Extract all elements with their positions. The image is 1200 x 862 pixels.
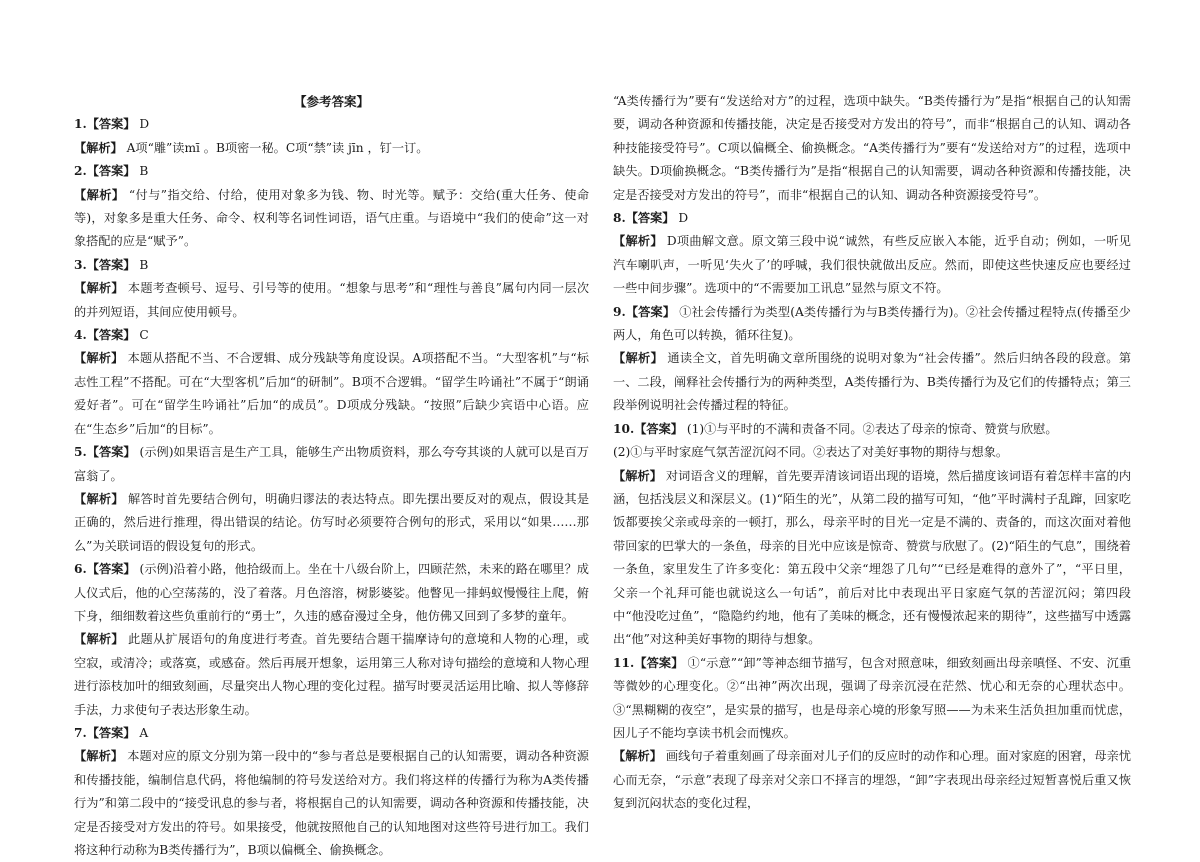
item-10-analysis: 【解析】 对词语含义的理解，首先要弄清该词语出现的语境，然后描度该词语有着怎样丰富的内涵，包括浅层义和深层义。(1)“陌生的光”，从第二段的描写可知，“他”平时满村子乱蹿，回家吃饭都要挨父亲或母亲的一顿打，那么，母亲平时的目光一定是不满的、责备的，而这次面对着他带回家的巴掌大的一条鱼，母亲的目光中应该是惊奇、赞赏与欣慰了。(2)“陌生的气息”，围绕着一条鱼，家里发生了许多变化：第五段中父亲“埋怨了几句”“已经是难得的意外了”，“平日里，父亲一个礼拜可能也就说这么一句话”，前后对比中表现出平日家庭气氛的苦涩沉闷；第四段中“他没吃过鱼”，“隐隐约约地，他有了美味的概念，还有慢慢浓起来的期待”，这些描写中透露出“他”对这种美好事物的期待与想象。	[613, 468, 1132, 647]
item-3-answer: 3.【答案】 B	[74, 257, 149, 272]
item-8-answer: 8.【答案】 D	[613, 211, 689, 226]
item-11-answer: 11.【答案】 ①“示意”“卸”等神态细节描写，包含对照意味，细致刻画出母亲嗔怪、不安、沉重等微妙的心理变化。②“出神”两次出现，强调了母亲沉浸在茫然、忧心和无奈的心理状态中。③“黑糊糊的夜空”，是实景的描写，也是母亲心境的形象写照——为未来生活负担加重而忧虑，因儿子不能均享读书机会而愧疚。	[613, 655, 1132, 740]
item-1-answer: 1.【答案】 D	[74, 117, 150, 132]
item-1-analysis: 【解析】 A项“雕”读mī 。B项密一秘。C项“禁”读 jīn ，钉一订。	[74, 140, 429, 155]
left-column	[74, 90, 589, 862]
item-5-answer: 5.【答案】 (示例)如果语言是生产工具，能够生产出物质资料，那么夸夸其谈的人就可以是百万富翁了。	[74, 445, 589, 483]
item-4-analysis: 【解析】 本题从搭配不当、不合逻辑、成分残缺等角度设误。A项搭配不当。“大型客机”与“标志性工程”不搭配。可在“大型客机”后加“的研制”。B项不合逻辑。“留学生吟诵社”不属于“朗诵爱好者”。可在“留学生吟诵社”后加“的成员”。D项成分残缺。“按照”后缺少宾语中心语。应在“生态乡”后加“的目标”。	[74, 351, 589, 436]
item-10-answer: 10.【答案】 (1)①与平时的不满和责备不同。②表达了母亲的惊奇、赞赏与欣慰。	[613, 421, 1058, 436]
item-9-answer: 9.【答案】 ①社会传播行为类型(A类传播行为与B类传播行为)。②社会传播过程特点(传播至少两人，角色可以转换，循环往复)。	[613, 304, 1131, 343]
item-2-analysis: 【解析】 “付与”指交给、付给，使用对象多为钱、物、时光等。赋予：交给(重大任务、使命等)，对象多是重大任务、命令、权利等名词性词语，语气庄重。与语境中“我们的使命”这一对象搭配的应是“赋予”。	[74, 187, 590, 249]
item-9-analysis: 【解析】 通读全文，首先明确文章所围绕的说明对象为“社会传播”。然后归纳各段的段意。第一、二段，阐释社会传播行为的两种类型，A类传播行为、B类传播行为及它们的传播特点；第三段举例说明社会传播过程的特征。	[613, 351, 1132, 413]
page-title: 【参考答案】	[293, 94, 369, 109]
item-2-answer: 2.【答案】 B	[74, 164, 149, 179]
item-10-answer-part2: (2)①与平时家庭气氛苦涩沉闷不同。②表达了对美好事物的期待与想象。	[613, 445, 1009, 460]
item-7-analysis: 【解析】 本题对应的原文分别为第一段中的“参与者总是要根据自己的认知需要，调动各种资源和传播技能，编制信息代码，将他编制的符号发送给对方。我们将这样的传播行为称为A类传播行为”和第二段中的“接受讯息的参与者，将根据自己的认知需要，调动各种资源和传播技能，决定是否接受对方发出的符号。如果接受，他就按照他自己的认知地图对这些符号进行加工。我们将这种行动称为B类传播行为”，B项以偏概全、偷换概念。	[74, 749, 589, 857]
item-4-answer: 4.【答案】 C	[74, 328, 149, 343]
item-11-analysis: 【解析】 画线句子着重刻画了母亲面对儿子们的反应时的动作和心理。面对家庭的困窘，母亲忧心而无奈，“示意”表现了母亲对父亲口不择言的埋怨，“卸”字表现出母亲经过短暂喜悦后重又恢复到沉闷状态的变化过程，	[613, 749, 1132, 811]
item-3-analysis: 【解析】 本题考查顿号、逗号、引号等的使用。“想象与思考”和“理性与善良”属句内同一层次的并列短语，其间应使用顿号。	[74, 281, 590, 319]
item-6-answer: 6.【答案】 (示例)沿着小路，他拾级而上。坐在十八级台阶上，四顾茫然，未来的路在哪里？成人仪式后，他的心空荡荡的，没了着落。月色溶溶，树影婆娑。他瞥见一排蚂蚁慢慢往上爬，俯下身，细细数着这些负重前行的“勇士”，久违的感奋漫过全身，他仿佛又回到了多梦的童年。	[74, 562, 589, 623]
item-7-analysis-continued: “A类传播行为”要有“发送给对方”的过程，选项中缺失。“B类传播行为”是指“根据自己的认知需要，调动各种资源和传播技能，决定是否接受对方发出的符号”，而非“根据自己的认知、调动各种技能接受符号”。C项以偏概全、偷换概念。“A类传播行为”要有“发送给对方”的过程，选项中缺失。D项偷换概念。“B类传播行为”是指“根据自己的认知需要，调动各种资源和传播技能，决定是否接受对方发出的符号”，而非“根据自己的认知、调动各种资源接受符号”。	[613, 94, 1131, 202]
item-8-analysis: 【解析】 D项曲解文意。原文第三段中说“诚然，有些反应嵌入本能，近乎自动；例如，一听见汽车喇叭声，一听见‘失火了’的呼喊，我们很快就做出反应。然而，即使这些快速反应也要经过一些中间步骤”。选项中的“不需要加工讯息”显然与原文不符。	[613, 234, 1131, 296]
item-5-analysis: 【解析】 解答时首先要结合例句，明确归谬法的表达特点。即先摆出要反对的观点，假设其是正确的，然后进行推理，得出错误的结论。仿写时必须要符合例句的形式，采用以“如果……那么”为关联词语的假设复句的形式。	[74, 491, 590, 553]
item-6-analysis: 【解析】 此题从扩展语句的角度进行考查。首先要结合题干揣摩诗句的意境和人物的心理，或空寂，或清冷；或落寞，或感奋。然后再展开想象，运用第三人称对诗句描绘的意境和人物心理进行添枝加叶的细致刻画，尽量突出人物心理的变化过程。描写时要灵活运用比喻、拟人等修辞手法，力求使句子表达形象生动。	[74, 632, 590, 717]
right-column	[613, 90, 1131, 816]
item-7-answer: 7.【答案】 A	[74, 725, 149, 740]
